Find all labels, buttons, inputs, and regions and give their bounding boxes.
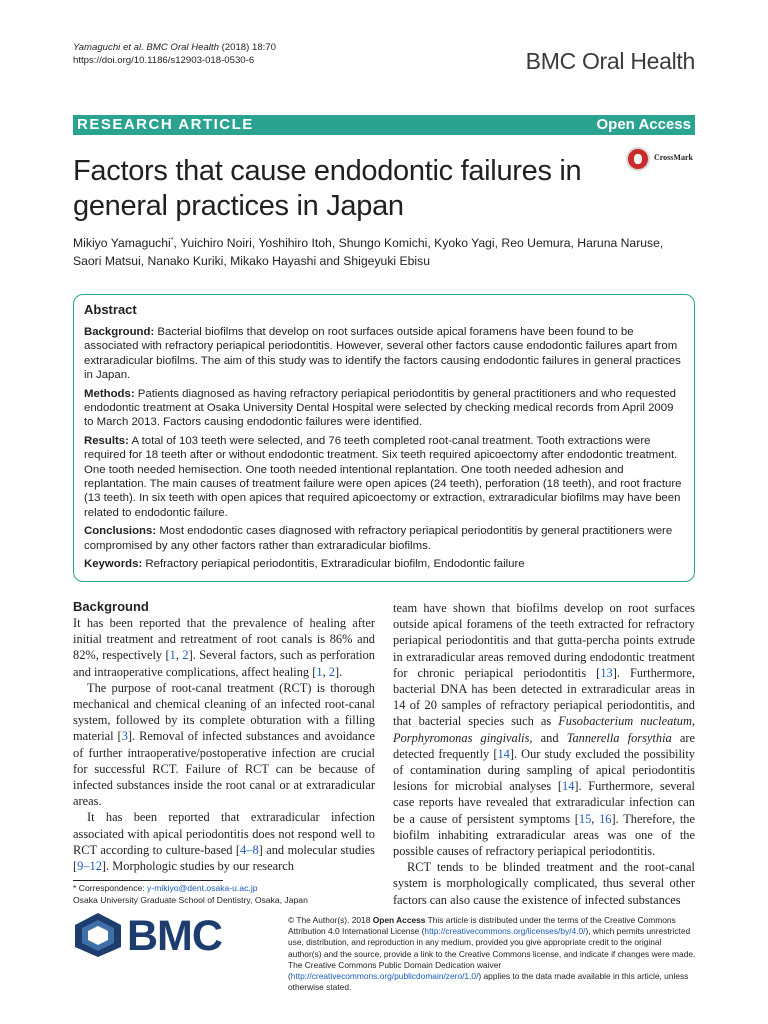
abstract-text: Refractory periapical periodontitis, Extraradicular biofilm, Endodontic failure — [142, 558, 525, 571]
citation-link[interactable]: 15 — [578, 811, 592, 826]
citation-link[interactable]: 13 — [600, 665, 613, 680]
license-statement — [288, 915, 696, 993]
abstract-heading: Abstract — [84, 302, 137, 317]
correspondence-footnote — [73, 883, 393, 906]
abstract-label: Methods: — [84, 387, 135, 400]
body-text: It has been reported that the prevalence of healing after initial treatment and retreatment of root canals is 86% and 82%, respectively [ — [73, 616, 375, 663]
body-paragraph — [393, 600, 695, 859]
abstract-label: Results: — [84, 434, 129, 447]
abstract-label: Keywords: — [84, 558, 143, 571]
citation-link[interactable]: 3 — [121, 729, 128, 744]
body-text: ] and molecular studies [ — [73, 842, 375, 874]
citation-line — [73, 41, 276, 54]
body-text: , — [322, 664, 329, 679]
author-list — [73, 232, 693, 270]
crossmark-badge[interactable] — [626, 147, 706, 173]
body-column-right — [393, 600, 695, 908]
body-text: ]. — [334, 664, 343, 679]
body-text: ]. Removal of infected substances and avoidance of further intraoperative/postoperative infection are crucial for successful RCT. Failure of RCT can be because of infected substances inside the root canal or at extraradicular areas. — [73, 729, 375, 809]
background-heading: Background — [73, 599, 149, 614]
abstract-text: Bacterial biofilms that develop on root surfaces outside apical foramens have been found to be associated with refractory periapical periodontitis. However, several other factors cause endodontic failures apart from extraradicular biofilms. The aim of this study was to identify the factors causing endodontic failures in general practices in Japan. — [84, 326, 681, 382]
body-paragraph — [73, 680, 375, 810]
license-text: ) applies to the data made available in this article, unless otherwise stated. — [288, 971, 689, 993]
citation-link[interactable]: 16 — [599, 811, 612, 826]
article-type-bar — [73, 115, 695, 135]
header-citation — [73, 41, 276, 67]
bmc-logo-icon — [73, 911, 123, 959]
correspondence-line — [73, 883, 393, 895]
body-paragraph — [73, 809, 375, 874]
citation-year: (2018) 18:70 — [221, 42, 277, 53]
author-rest: , Yuichiro Noiri, Yoshihiro Itoh, Shungo Komichi, Kyoko Yagi, Reo Uemura, Haruna Naruse, Saori Matsui, Nanako Kuriki, Mikako Hayashi and Shigeyuki Ebisu — [73, 236, 664, 269]
correspondence-label: * Correspondence: — [73, 883, 148, 893]
body-paragraph: RCT tends to be blinded treatment and the root-canal system is morphologically complicated, thus several other factors can also cause the existence of infected substances — [393, 860, 695, 907]
abstract-keywords — [84, 557, 684, 571]
body-text: , — [591, 811, 600, 826]
crossmark-label: CrossMark — [654, 153, 693, 162]
license-text: ), which permits unrestricted use, distribution, and reproduction in any medium, provided you give appropriate credit to the original author(s) and the source, provide a link to the Creative Commons license, and indicate if changes were made. The Creative Commons Public Domain Dedication waiver ( — [288, 926, 696, 982]
species-names: Fusobacterium nucleatum, Porphyromonas gingivalis — [393, 714, 695, 745]
corresponding-mark: * — [170, 237, 174, 244]
abstract-text: Patients diagnosed as having refractory periapical periodontitis by general practitioners and who requested endodontic treatment at Osaka University Dental Hospital were selected by checking medical records from April 2009 to March 2013. Factors causing endodontic failures were identified. — [84, 387, 677, 429]
article-title: Factors that cause endodontic failures in general practices in Japan — [73, 155, 582, 222]
species-name: Tannerella forsythia — [566, 730, 672, 745]
body-text: It has been reported that extraradicular infection associated with apical periodontitis does not respond well to RCT according to culture-based [ — [73, 810, 375, 857]
open-access-label: Open Access — [596, 116, 691, 133]
journal-name: BMC Oral Health — [525, 48, 695, 74]
body-column-left — [73, 598, 375, 874]
footnote-divider — [73, 880, 223, 881]
bmc-logo-text: BMC — [127, 912, 222, 960]
abstract-background — [84, 325, 684, 383]
author-first[interactable]: Mikiyo Yamaguchi — [73, 236, 171, 251]
body-text: ]. Furthermore, several case reports have revealed that extraradicular infection can be a cause of persistent symptoms [ — [393, 779, 695, 826]
license-open-access: Open Access — [372, 915, 426, 925]
license-text: This article is distributed under the terms of the Creative Commons Attribution 4.0 International License ( — [288, 915, 676, 937]
abstract-text: A total of 103 teeth were selected, and 76 teeth completed root-canal treatment. Tooth extractions were required for 18 teeth after or without endodontic treatment. Six teeth required apicoectomy after endodontic treatment. One tooth needed hemisection. One tooth needed intentional replantation. One tooth needed adhesion and replantation. The main causes of treatment failure were open apices (24 teeth), perforation (18 teeth), and root fracture (13 teeth). In six teeth with open apices that required apicoectomy or extraction, extraradicular biofilms may have been related to endodontic failure. — [84, 434, 682, 519]
body-text: ]. Furthermore, bacterial DNA has been detected in extraradicular areas in 14 of 20 samples of refractory periapical periodontitis, and that bacterial species such as — [393, 665, 695, 729]
public-domain-link[interactable]: http://creativecommons.org/publicdomain/zero/1.0/ — [290, 971, 479, 982]
body-text: ]. Several factors, such as perforation and intraoperative complications, affect healing [ — [73, 648, 375, 679]
crossmark-icon — [626, 147, 650, 171]
body-text: are detected frequently [ — [393, 730, 695, 761]
license-text: © The Author(s). 2018 — [288, 915, 373, 925]
citation-link[interactable]: 4–8 — [240, 842, 259, 857]
abstract-methods — [84, 387, 684, 430]
body-text: , and — [529, 730, 567, 745]
abstract-results — [84, 434, 684, 520]
abstract-label: Conclusions: — [84, 525, 157, 538]
body-text: ]. Therefore, the biofilm inhabiting extraradicular areas was one of the possible causes of refractory periapical periodontitis. — [393, 811, 695, 859]
citation-link[interactable]: 1 — [169, 648, 176, 663]
body-text: ]. Morphologic studies by our research — [101, 859, 294, 874]
abstract-box — [73, 294, 695, 582]
correspondence-email[interactable]: y-mikiyo@dent.osaka-u.ac.jp — [147, 883, 258, 893]
doi-link[interactable]: https://doi.org/10.1186/s12903-018-0530-6 — [73, 55, 255, 66]
body-paragraph — [73, 615, 375, 680]
citation-link[interactable]: 9–12 — [77, 859, 102, 874]
citation-link[interactable]: 14 — [497, 746, 510, 761]
license-link[interactable]: http://creativecommons.org/licenses/by/4.0/ — [424, 926, 586, 937]
citation-link[interactable]: 1 — [316, 664, 323, 679]
body-text: team have shown that biofilms develop on root surfaces outside apical foramens of the teeth extracted for refractory periapical periodontitis and that gutta-percha points extrude in extraradicular areas removed during endodontic treatment for chronic periapical periodontitis [ — [393, 601, 695, 680]
citation-link[interactable]: 2 — [328, 664, 335, 679]
body-text: , — [175, 648, 183, 663]
bmc-logo — [73, 911, 233, 959]
citation-link[interactable]: 14 — [562, 779, 575, 794]
body-text: The purpose of root-canal treatment (RCT) is thorough mechanical and chemical cleaning of an infected root-canal system, followed by its complete obturation with a filling material [ — [73, 680, 375, 744]
citation-journal: BMC Oral Health — [146, 42, 219, 53]
body-text: ]. Our study excluded the possibility of contamination during sampling of apical periodontitis lesions for microbial analyses [ — [393, 746, 695, 794]
abstract-text: Most endodontic cases diagnosed with refractory periapical periodontitis by general practitioners were compromised by any other factors rather than extraradicular biofilms. — [84, 525, 673, 552]
citation-link[interactable]: 2 — [182, 648, 189, 663]
citation-authors: Yamaguchi et al. — [73, 42, 144, 53]
article-type-label: RESEARCH ARTICLE — [77, 116, 254, 133]
affiliation: Osaka University Graduate School of Dentistry, Osaka, Japan — [73, 894, 308, 905]
abstract-label: Background: — [84, 326, 155, 338]
abstract-conclusions — [84, 524, 684, 553]
